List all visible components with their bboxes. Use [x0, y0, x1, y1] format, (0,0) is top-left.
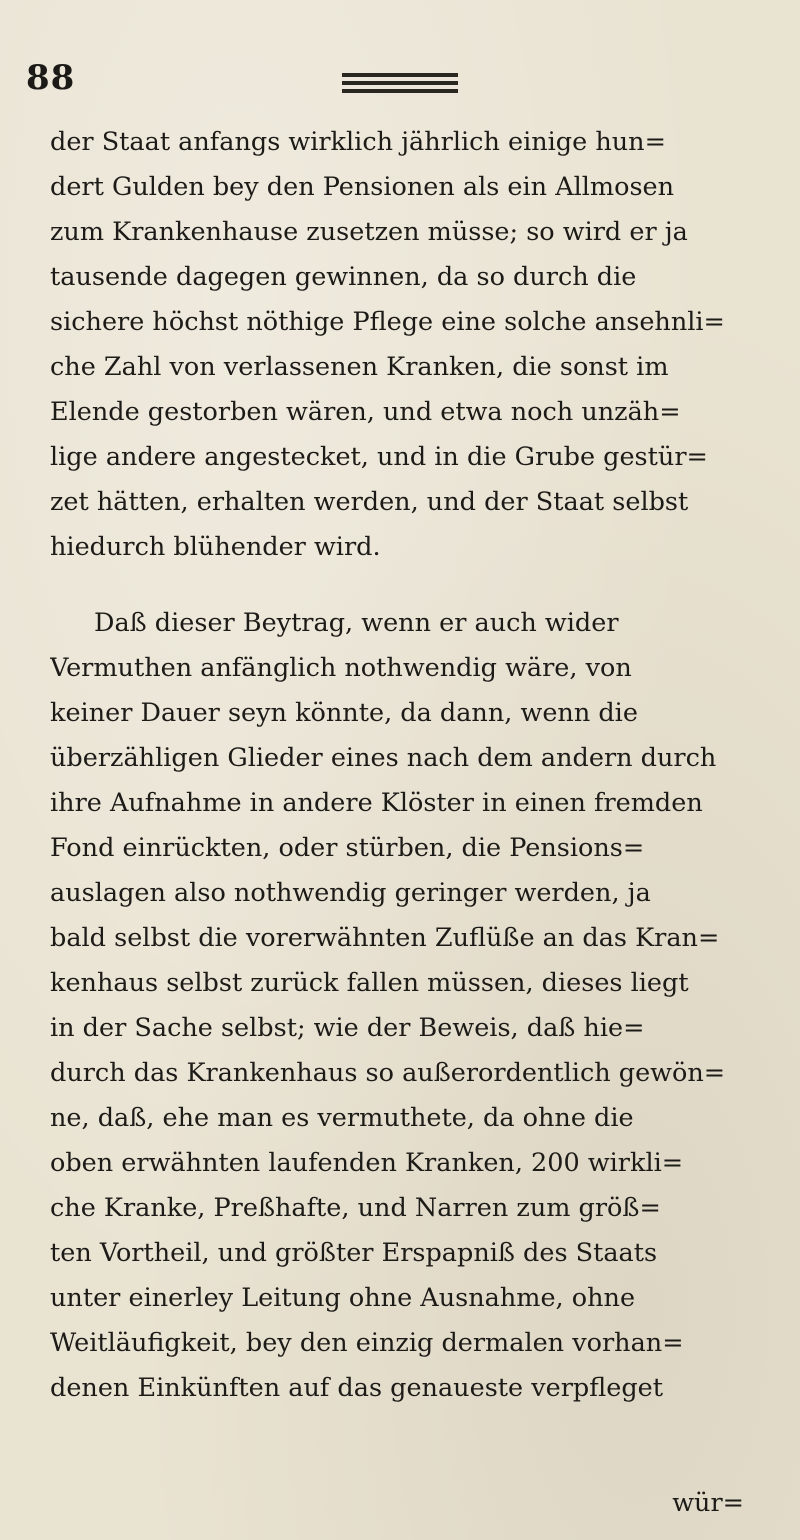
text-line: bald selbst die vorerwähnten Zuflüße an das Kran=	[50, 923, 720, 953]
text-line: durch das Krankenhaus so außerordentlich gewön=	[50, 1058, 726, 1088]
text-line: sichere höchst nöthige Pflege eine solche ansehnli=	[50, 307, 725, 337]
text-line: Daß dieser Beytrag, wenn er auch wider	[94, 608, 619, 638]
text-line: ne, daß, ehe man es vermuthete, da ohne die	[50, 1103, 634, 1133]
text-line: überzähligen Glieder eines nach dem andern durch	[50, 743, 717, 773]
text-line: denen Einkünften auf das genaueste verpfleget	[50, 1373, 663, 1403]
text-line: Fond einrückten, oder stürben, die Pensions=	[50, 833, 645, 863]
text-line: che Zahl von verlassenen Kranken, die sonst im	[50, 352, 669, 382]
text-line: auslagen also nothwendig geringer werden, ja	[50, 878, 651, 908]
text-line: tausende dagegen gewinnen, da so durch die	[50, 262, 637, 292]
body-text	[50, 120, 770, 1411]
text-line: in der Sache selbst; wie der Beweis, daß hie=	[50, 1013, 645, 1043]
text-line: der Staat anfangs wirklich jährlich einige hun=	[50, 127, 666, 157]
catchword: wür=	[672, 1488, 744, 1518]
text-line: hiedurch blühender wird.	[50, 532, 381, 562]
text-line: ten Vortheil, und größter Erspарniß des Staats	[50, 1238, 658, 1268]
text-line: oben erwähnten laufenden Kranken, 200 wirkli=	[50, 1148, 684, 1178]
paragraph-2	[50, 601, 770, 1411]
text-line: ihre Aufnahme in andere Klöster in einen fremden	[50, 788, 703, 818]
header-ornament	[340, 70, 460, 96]
page-number: 88	[26, 58, 76, 98]
text-line: unter einerley Leitung ohne Ausnahme, ohne	[50, 1283, 636, 1313]
text-line: lige andere angestecket, und in die Grube gestür=	[50, 442, 708, 472]
text-line: Elende gestorben wären, und etwa noch unzäh=	[50, 397, 681, 427]
paragraph-1	[50, 120, 770, 570]
text-line: dert Gulden bey den Pensionen als ein Allmosen	[50, 172, 675, 202]
paragraph-gap	[50, 570, 770, 601]
text-line: Weitläufigkeit, bey den einzig dermalen vorhan=	[50, 1328, 684, 1358]
text-line: keiner Dauer seyn könnte, da dann, wenn die	[50, 698, 638, 728]
text-line: Vermuthen anfänglich nothwendig wäre, von	[50, 653, 632, 683]
text-line: zet hätten, erhalten werden, und der Staat selbst	[50, 487, 689, 517]
text-line: che Kranke, Preßhafte, und Narren zum größ=	[50, 1193, 661, 1223]
text-line: zum Krankenhause zusetzen müsse; so wird er ja	[50, 217, 688, 247]
text-line: kenhaus selbst zurück fallen müssen, dieses liegt	[50, 968, 689, 998]
